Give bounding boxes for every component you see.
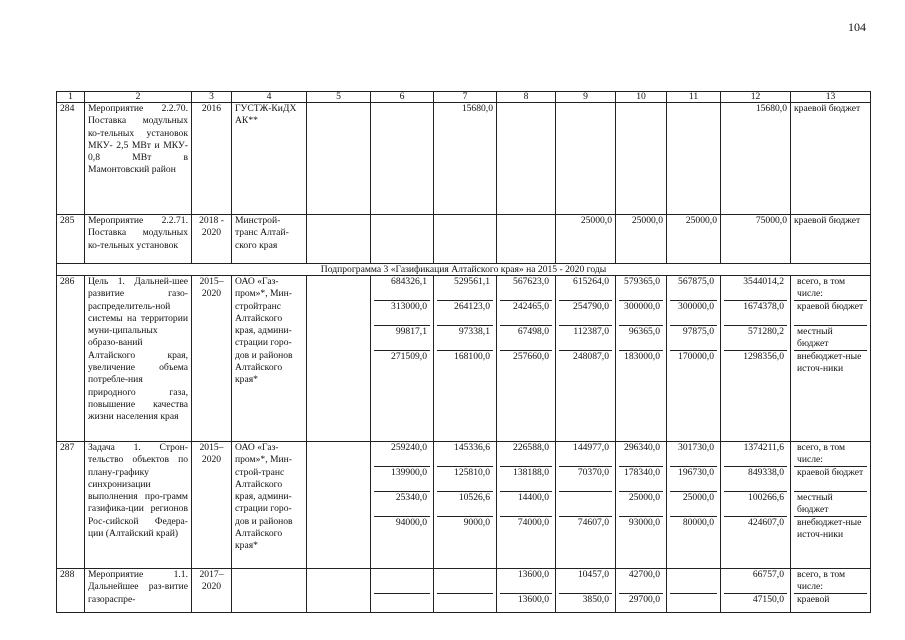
value-cell: 168100,0 <box>454 351 490 362</box>
funding-source: внебюджет-ные источ-ники <box>797 351 862 375</box>
empty-cell <box>497 103 556 215</box>
col-header: 5 <box>307 92 371 103</box>
value-column <box>556 569 616 613</box>
value-cell: 67498,0 <box>500 326 552 351</box>
page-number: 104 <box>848 20 866 34</box>
value-cell: 97875,0 <box>670 326 717 351</box>
total-cell: 75000,0 <box>721 215 791 264</box>
value-cell: 80000,0 <box>682 517 714 528</box>
row-number: 284 <box>57 103 85 215</box>
value-cell: 313000,0 <box>374 301 430 326</box>
value-column <box>556 442 616 569</box>
value-cell: 74000,0 <box>517 517 549 528</box>
col-header: 2 <box>85 92 192 103</box>
empty-cell <box>371 215 434 264</box>
total-column <box>721 569 791 613</box>
value-column <box>497 276 556 442</box>
row-executor: ОАО «Газ-пром»*, Мин-стройтранс Алтайского края, админи-страции горо-дов и районов Алтайского края* <box>232 276 307 442</box>
total-cell: 1374211,6 <box>724 442 787 467</box>
value-cell: 29700,0 <box>628 594 660 605</box>
value-cell: 144977,0 <box>559 442 612 467</box>
value-cell: 567875,0 <box>670 276 717 301</box>
value-cell: 178340,0 <box>619 467 663 492</box>
row-period: 2016 <box>192 103 232 215</box>
value-cell <box>670 594 717 608</box>
program-table <box>56 91 871 613</box>
value-cell: 25340,0 <box>374 492 430 517</box>
total-column <box>721 442 791 569</box>
empty-cell <box>556 103 616 215</box>
col-header: 10 <box>616 92 667 103</box>
value-cell <box>374 594 430 608</box>
value-cell: 145336,6 <box>437 442 493 467</box>
value-cell: 300000,0 <box>670 301 717 326</box>
empty-cell <box>434 215 497 264</box>
value-cell: 70370,0 <box>559 467 612 492</box>
empty-cell <box>667 103 721 215</box>
value-column <box>434 276 497 442</box>
row-number: 287 <box>57 442 85 569</box>
row-description: Цель 1. Дальней-шее развитие газо-распределитель-ной системы на территории муни-ципальных образо-ваний Алтайского края, увеличение объема потребле-ния природного газа, повышение качества жизни населения края <box>85 276 192 442</box>
value-cell: 96365,0 <box>619 326 663 351</box>
col-header: 3 <box>192 92 232 103</box>
value-column <box>667 569 721 613</box>
funding-source: местный бюджет <box>794 492 867 517</box>
value-cell <box>670 569 717 594</box>
value-cell: 259240,0 <box>374 442 430 467</box>
row-description: Мероприятие 1.1. Дальнейшее раз-витие газораспре- <box>85 569 192 613</box>
total-cell: 1298356,0 <box>743 351 784 362</box>
value-cell <box>437 569 493 594</box>
total-cell: 100266,6 <box>724 492 787 517</box>
total-cell: 424607,0 <box>748 517 784 528</box>
col-header: 7 <box>434 92 497 103</box>
value-column <box>667 442 721 569</box>
row-executor: ГУСТЖ-КиДХ АК** <box>232 103 307 215</box>
funding-source: краевой <box>797 594 830 605</box>
value-cell: 97338,1 <box>437 326 493 351</box>
col-header: 1 <box>57 92 85 103</box>
row-number: 285 <box>57 215 85 264</box>
funding-source: краевой бюджет <box>791 103 871 215</box>
value-cell: 25000,0 <box>619 492 663 517</box>
value-cell: 196730,0 <box>670 467 717 492</box>
row-period: 2015– 2020 <box>192 442 232 569</box>
total-cell: 47150,0 <box>752 594 784 605</box>
value-cell: 42700,0 <box>619 569 663 594</box>
value-cell: 567623,0 <box>500 276 552 301</box>
value-cell: 301730,0 <box>670 442 717 467</box>
subprogram-banner-row <box>57 264 871 276</box>
value-cell: 74607,0 <box>577 517 609 528</box>
value-column <box>434 569 497 613</box>
funding-source: краевой бюджет <box>794 301 867 326</box>
value-cell: 13600,0 <box>500 569 552 594</box>
col-header: 11 <box>667 92 721 103</box>
value-cell: 300000,0 <box>619 301 663 326</box>
value-cell: 112387,0 <box>559 326 612 351</box>
subprogram-title: Подпрограмма 3 «Газификация Алтайского края» на 2015 - 2020 годы <box>57 264 871 276</box>
value-cell: 125810,0 <box>437 467 493 492</box>
value-cell: 14400,0 <box>500 492 552 517</box>
value-cell: 529561,1 <box>437 276 493 301</box>
empty-cell <box>307 276 371 442</box>
value-cell: 25000,0 <box>670 492 717 517</box>
value-column <box>371 569 434 613</box>
empty-cell <box>307 569 371 613</box>
value-cell: 13600,0 <box>517 594 549 605</box>
empty-cell <box>307 215 371 264</box>
total-cell: 849338,0 <box>724 467 787 492</box>
row-executor: Минстрой-транс Алтай-ского края <box>232 215 307 264</box>
value-cell: 138188,0 <box>500 467 552 492</box>
value-cell: 9000,0 <box>463 517 490 528</box>
value-cell: 271509,0 <box>391 351 427 362</box>
value-cell: 25000,0 <box>667 215 721 264</box>
value-cell: 15680,0 <box>434 103 497 215</box>
value-cell: 10526,6 <box>437 492 493 517</box>
value-column <box>667 276 721 442</box>
funding-source: всего, в том числе: <box>794 276 867 301</box>
value-cell: 226588,0 <box>500 442 552 467</box>
empty-cell <box>232 569 307 613</box>
funding-source: всего, в том числе: <box>794 442 867 467</box>
total-cell: 571280,2 <box>724 326 787 351</box>
value-cell <box>437 594 493 608</box>
value-cell: 296340,0 <box>619 442 663 467</box>
value-column <box>616 276 667 442</box>
value-cell: 170000,0 <box>678 351 714 362</box>
empty-cell <box>307 442 371 569</box>
funding-source: краевой бюджет <box>794 467 867 492</box>
value-column <box>497 569 556 613</box>
funding-source: внебюджет-ные источ-ники <box>797 517 862 541</box>
empty-cell <box>307 103 371 215</box>
col-header: 6 <box>371 92 434 103</box>
value-cell: 25000,0 <box>556 215 616 264</box>
value-cell: 3850,0 <box>582 594 609 605</box>
col-header: 9 <box>556 92 616 103</box>
value-cell <box>559 492 612 517</box>
total-cell: 15680,0 <box>721 103 791 215</box>
value-cell: 615264,0 <box>559 276 612 301</box>
total-cell: 66757,0 <box>724 569 787 594</box>
row-description: Задача 1. Строн-тельство объектов по плану-графику синхронизации выполнения про-грамм газифика-ции регионов Рос-сийской Федера-ции (Алтайский край) <box>85 442 192 569</box>
empty-cell <box>371 103 434 215</box>
value-cell: 139900,0 <box>374 467 430 492</box>
table-row <box>57 276 871 442</box>
col-header: 13 <box>791 92 871 103</box>
value-column <box>616 442 667 569</box>
row-number: 286 <box>57 276 85 442</box>
empty-cell <box>616 103 667 215</box>
value-cell: 93000,0 <box>628 517 660 528</box>
table-row <box>57 215 871 264</box>
value-cell: 183000,0 <box>624 351 660 362</box>
value-column <box>497 442 556 569</box>
col-header: 4 <box>232 92 307 103</box>
row-period: 2017– 2020 <box>192 569 232 613</box>
value-cell: 94000,0 <box>395 517 427 528</box>
funding-column <box>791 442 871 569</box>
value-cell: 264123,0 <box>437 301 493 326</box>
total-column <box>721 276 791 442</box>
value-cell: 684326,1 <box>374 276 430 301</box>
empty-cell <box>497 215 556 264</box>
column-number-row <box>57 92 871 103</box>
funding-column <box>791 569 871 613</box>
value-cell: 99817,1 <box>374 326 430 351</box>
table-row <box>57 442 871 569</box>
total-cell: 3544014,2 <box>724 276 787 301</box>
value-cell: 257660,0 <box>513 351 549 362</box>
value-cell: 248087,0 <box>573 351 609 362</box>
value-cell: 10457,0 <box>559 569 612 594</box>
row-period: 2015– 2020 <box>192 276 232 442</box>
row-number: 288 <box>57 569 85 613</box>
value-column <box>371 276 434 442</box>
col-header: 12 <box>721 92 791 103</box>
row-period: 2018 - 2020 <box>192 215 232 264</box>
value-cell: 25000,0 <box>616 215 667 264</box>
value-cell: 242465,0 <box>500 301 552 326</box>
row-description: Мероприятие 2.2.71. Поставка модульных ко-тельных установок <box>85 215 192 264</box>
table-row <box>57 569 871 613</box>
row-executor: ОАО «Газ-пром»*, Мин-строй-транс Алтайского края, админи-страции горо-дов и районов Алтайского края* <box>232 442 307 569</box>
funding-source: краевой бюджет <box>791 215 871 264</box>
row-description: Мероприятие 2.2.70. Поставка модульных ко-тельных установок МКУ- 2,5 МВт и МКУ- 0,8 МВт в Мамонтовский район <box>85 103 192 215</box>
table-row <box>57 103 871 215</box>
funding-source: всего, в том числе: <box>794 569 867 594</box>
value-cell <box>374 569 430 594</box>
value-column <box>556 276 616 442</box>
funding-source: местный бюджет <box>794 326 867 351</box>
value-cell: 579365,0 <box>619 276 663 301</box>
value-column <box>434 442 497 569</box>
total-cell: 1674378,0 <box>724 301 787 326</box>
funding-column <box>791 276 871 442</box>
value-column <box>616 569 667 613</box>
col-header: 8 <box>497 92 556 103</box>
value-column <box>371 442 434 569</box>
value-cell: 254790,0 <box>559 301 612 326</box>
